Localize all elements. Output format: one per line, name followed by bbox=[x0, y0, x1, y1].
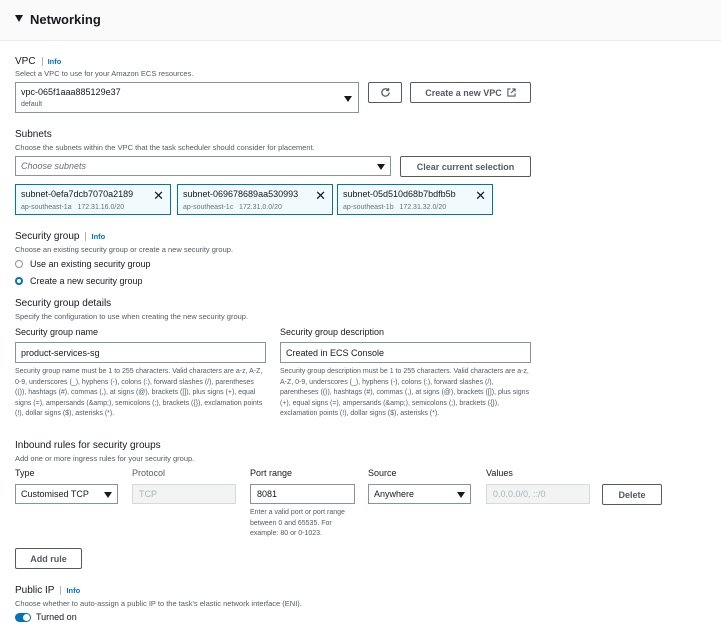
col-values-header: Values bbox=[486, 468, 513, 478]
subnet-meta: ap-southeast-1a 172.31.16.0/20 bbox=[21, 204, 125, 211]
networking-section-header[interactable] bbox=[0, 0, 721, 41]
public-ip-description: Choose whether to auto-assign a public IP to the task's elastic network interface (ENI). bbox=[15, 599, 302, 608]
clear-selection-button[interactable]: Clear current selection bbox=[400, 156, 531, 177]
rule-protocol-value: TCP bbox=[139, 489, 157, 499]
subnet-token bbox=[15, 184, 171, 215]
remove-icon[interactable]: ✕ bbox=[475, 188, 486, 203]
rule-type-value: Customised TCP bbox=[21, 489, 89, 499]
inbound-description: Add one or more ingress rules for your security group. bbox=[15, 454, 195, 463]
external-link-icon bbox=[507, 88, 516, 97]
col-type-header: Type bbox=[15, 468, 35, 478]
collapse-caret-icon[interactable] bbox=[15, 15, 23, 22]
sg-details-description: Specify the configuration to use when creating the new security group. bbox=[15, 312, 249, 321]
col-source-header: Source bbox=[368, 468, 397, 478]
security-group-label-row bbox=[15, 231, 105, 242]
radio-new-label: Create a new security group bbox=[30, 276, 143, 286]
subnet-token bbox=[337, 184, 493, 215]
sg-name-value: product-services-sg bbox=[21, 348, 100, 358]
sg-name-label: Security group name bbox=[15, 327, 99, 337]
subnet-id: subnet-0efa7dcb7070a2189 bbox=[21, 189, 134, 199]
sg-desc-label: Security group description bbox=[280, 327, 385, 337]
security-group-info-link[interactable]: Info bbox=[91, 232, 106, 241]
vpc-selected-sub: default bbox=[21, 101, 43, 108]
refresh-vpc-button[interactable] bbox=[368, 82, 402, 103]
subnet-meta: ap-southeast-1b 172.31.32.0/20 bbox=[343, 204, 447, 211]
subnets-description: Choose the subnets within the VPC that the task scheduler should consider for placement. bbox=[15, 143, 315, 152]
rule-source-select[interactable] bbox=[368, 484, 471, 504]
security-group-description: Choose an existing security group or create a new security group. bbox=[15, 245, 234, 254]
vpc-select[interactable] bbox=[15, 82, 359, 113]
chevron-down-icon bbox=[104, 492, 112, 498]
chevron-down-icon bbox=[344, 96, 352, 102]
public-ip-label-row bbox=[15, 585, 80, 596]
sg-details-label: Security group details bbox=[15, 298, 112, 309]
add-rule-button[interactable]: Add rule bbox=[15, 548, 82, 569]
radio-existing-sg[interactable] bbox=[15, 259, 151, 269]
radio-button[interactable] bbox=[15, 260, 23, 268]
delete-rule-button[interactable]: Delete bbox=[602, 484, 662, 505]
public-ip-toggle[interactable] bbox=[15, 612, 77, 622]
sg-name-input[interactable] bbox=[15, 342, 266, 363]
rule-port-input[interactable] bbox=[250, 484, 355, 504]
col-protocol-header: Protocol bbox=[132, 468, 166, 478]
vpc-label-row bbox=[15, 56, 61, 67]
remove-icon[interactable]: ✕ bbox=[153, 188, 164, 203]
sg-desc-input[interactable] bbox=[280, 342, 531, 363]
subnet-id: subnet-05d510d68b7bdfb5b bbox=[343, 189, 456, 199]
chevron-down-icon bbox=[457, 492, 465, 498]
rule-port-value: 8081 bbox=[257, 489, 278, 499]
subnet-token bbox=[177, 184, 333, 215]
radio-existing-label: Use an existing security group bbox=[30, 259, 151, 269]
rule-source-value: Anywhere bbox=[374, 489, 415, 499]
vpc-selected-id: vpc-065f1aaa885129e37 bbox=[21, 87, 121, 97]
subnet-meta: ap-southeast-1c 172.31.0.0/20 bbox=[183, 204, 282, 211]
port-help: Enter a valid port or port range between 0 and 65535. For example: 80 or 0-1023. bbox=[250, 509, 345, 537]
rule-values-field bbox=[486, 484, 590, 504]
section-title: Networking bbox=[30, 12, 101, 27]
vpc-description: Select a VPC to use for your Amazon ECS resources. bbox=[15, 69, 194, 78]
subnet-id: subnet-069678689aa530993 bbox=[183, 189, 299, 199]
toggle-label: Turned on bbox=[36, 612, 77, 622]
sg-desc-help: Security group description must be 1 to 255 characters. Valid characters are a-z, A-Z, 0-9, underscores (_), hyphens (-), colons (:), forward slashes (/), parentheses (()), hashtags (#), commas (,), at signs (@), brackets ([]), plus signs (+), equal signs (=), ampersands (&amp;), semicolons (;), brackets ({}), exclamation points (!), dollar signs ($), asterisks (*). bbox=[280, 368, 530, 417]
radio-new-sg[interactable] bbox=[15, 276, 143, 286]
security-group-label: Security group bbox=[15, 231, 80, 242]
toggle-switch[interactable] bbox=[15, 613, 31, 622]
vpc-label: VPC bbox=[15, 56, 36, 67]
remove-icon[interactable]: ✕ bbox=[315, 188, 326, 203]
radio-button[interactable] bbox=[15, 277, 23, 285]
rule-protocol-field bbox=[132, 484, 236, 504]
rule-values-value: 0.0.0.0/0, ::/0 bbox=[493, 489, 546, 499]
subnets-placeholder: Choose subnets bbox=[21, 161, 87, 171]
refresh-icon bbox=[380, 87, 391, 98]
create-vpc-button[interactable] bbox=[410, 82, 531, 103]
sg-desc-value: Created in ECS Console bbox=[286, 348, 385, 358]
toggle-knob bbox=[23, 614, 30, 621]
sg-name-help: Security group name must be 1 to 255 characters. Valid characters are a-z, A-Z, 0-9, underscores (_), hyphens (-), colons (:), forward slashes (/), parentheses (()), hashtags (#), commas (,), at signs (@), brackets ([]), plus signs (+), equal signs (=), ampersands (&amp;), semicolons (;), brackets ({}), exclamation points (!), dollar signs ($), asterisks (*). bbox=[15, 368, 263, 417]
subnets-select[interactable] bbox=[15, 156, 391, 176]
vpc-info-link[interactable]: Info bbox=[47, 57, 62, 66]
inbound-label: Inbound rules for security groups bbox=[15, 440, 161, 451]
subnets-label: Subnets bbox=[15, 129, 52, 140]
col-port-header: Port range bbox=[250, 468, 293, 478]
public-ip-label: Public IP bbox=[15, 585, 55, 596]
create-vpc-label: Create a new VPC bbox=[425, 87, 502, 98]
public-ip-info-link[interactable]: Info bbox=[66, 586, 81, 595]
chevron-down-icon bbox=[377, 164, 385, 170]
rule-type-select[interactable] bbox=[15, 484, 118, 504]
